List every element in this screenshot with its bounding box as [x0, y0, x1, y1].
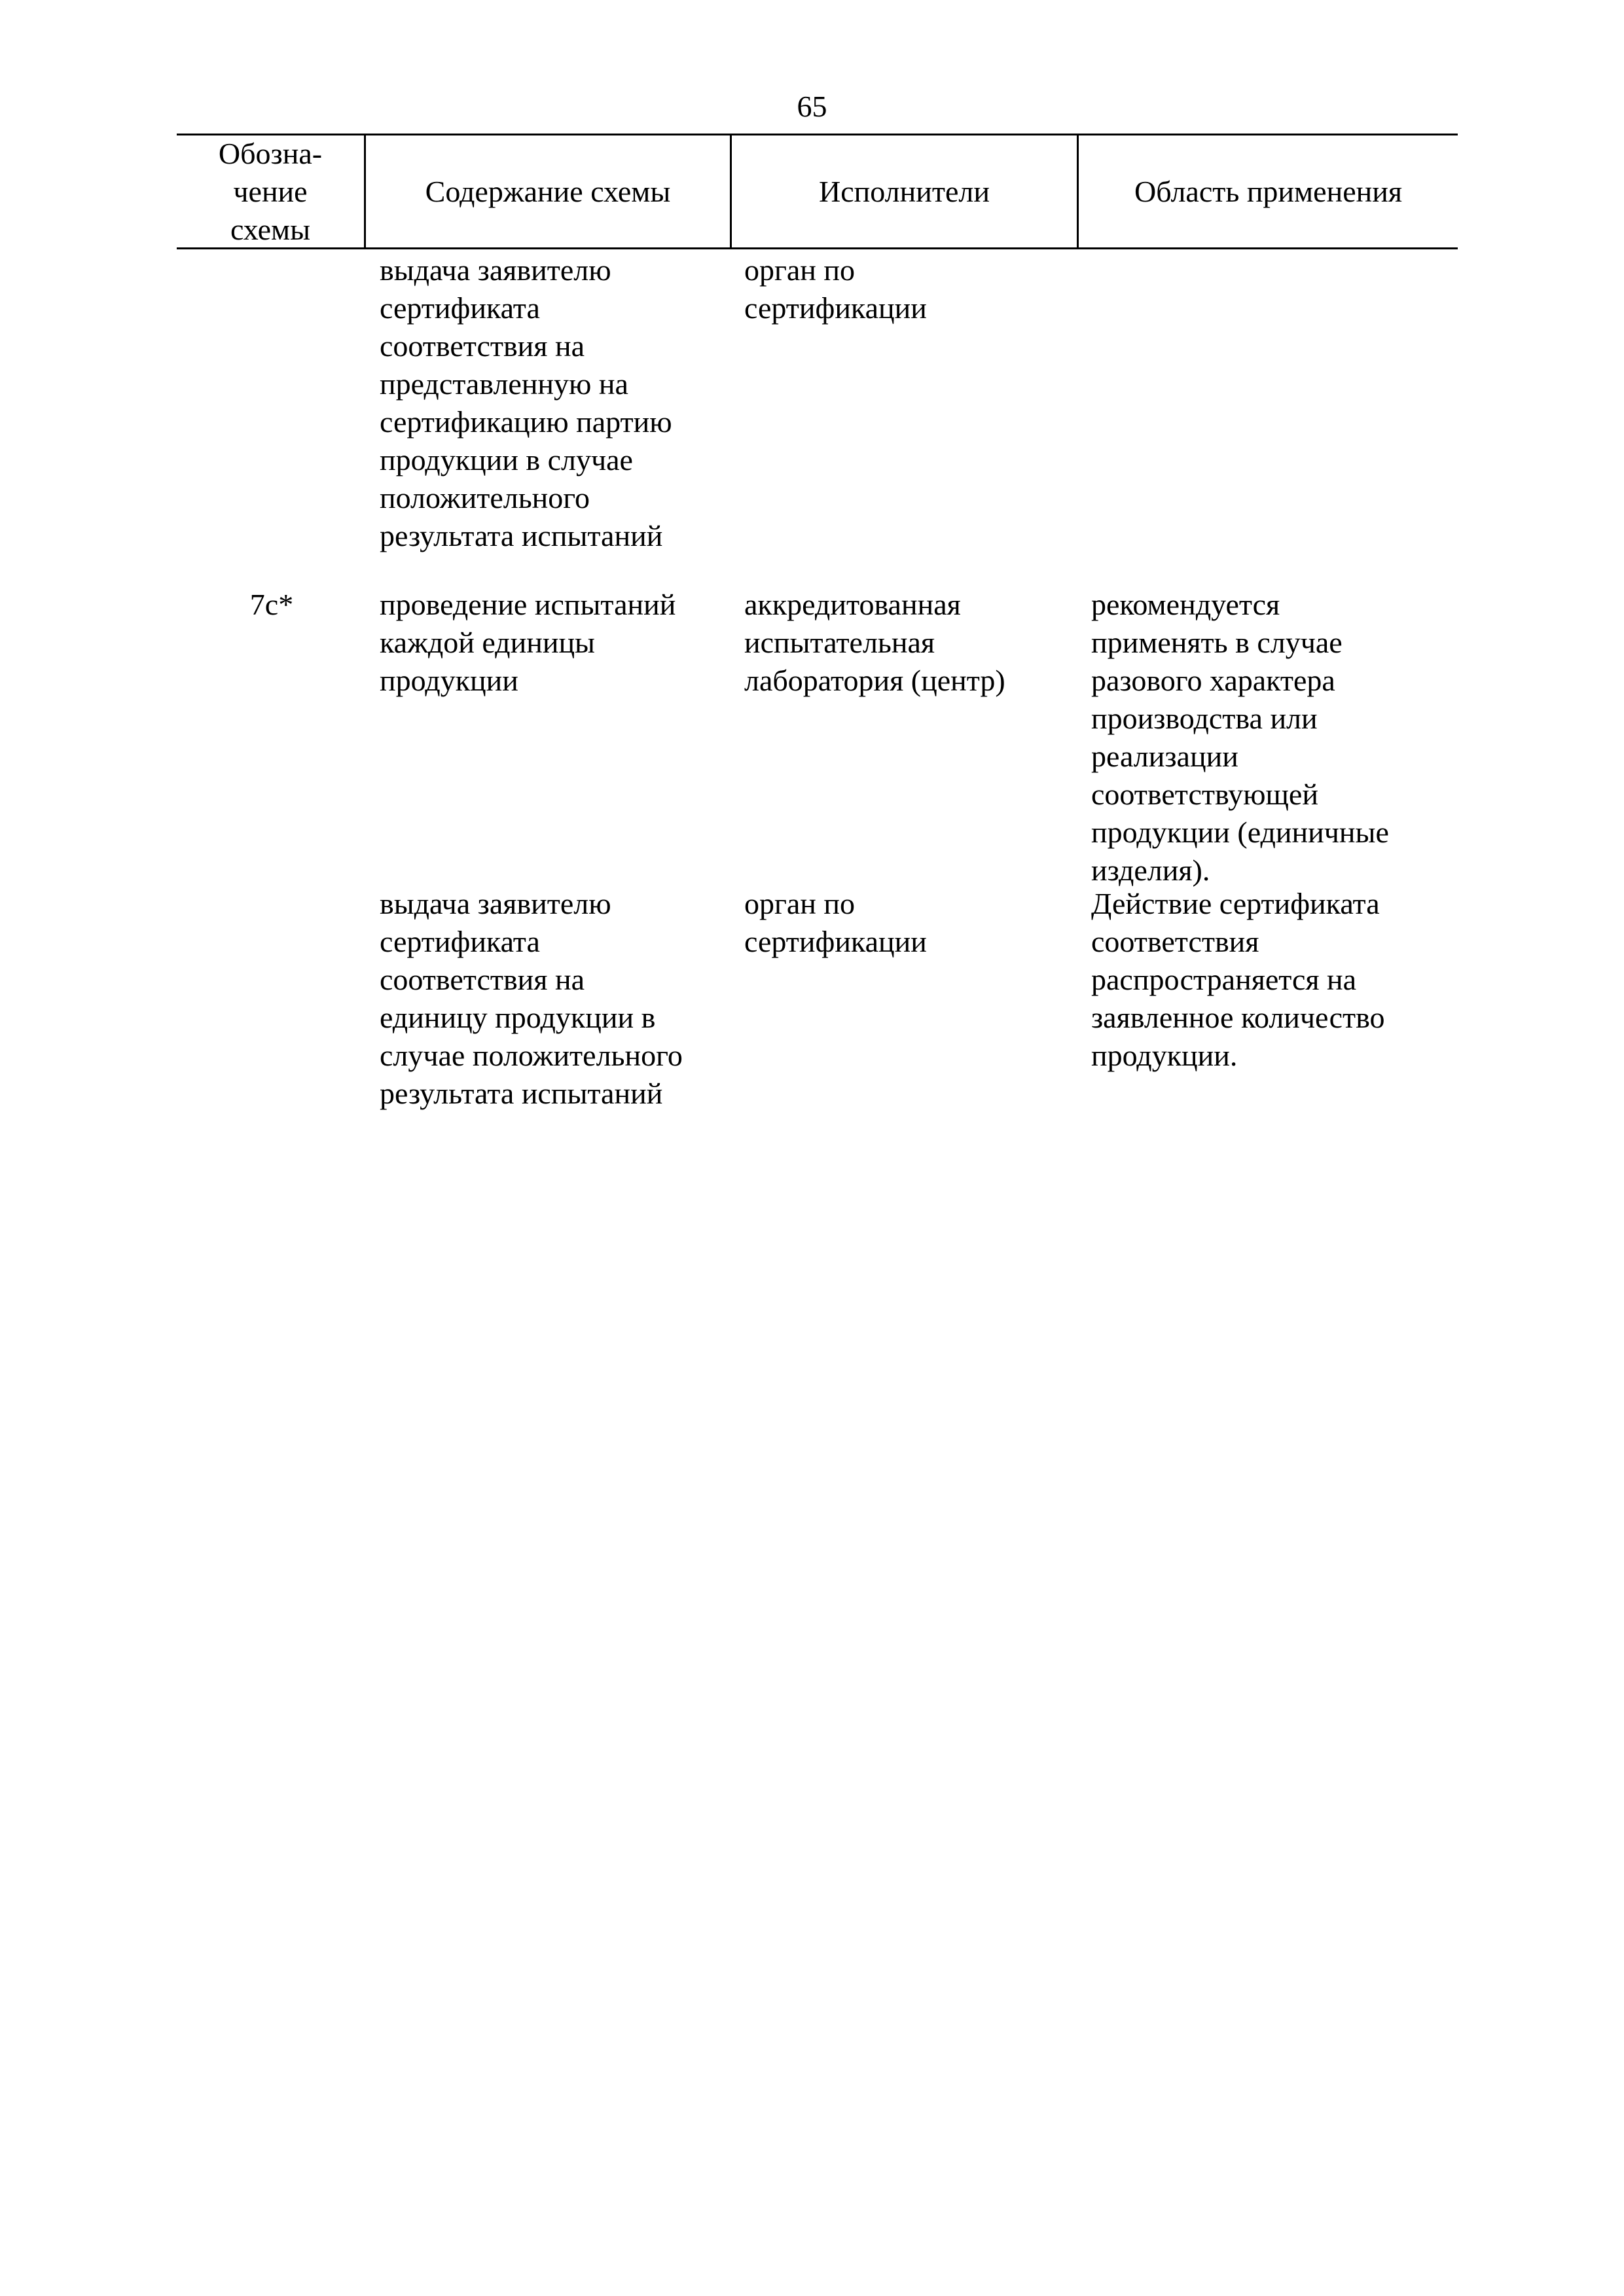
header-executors: Исполнители: [819, 174, 990, 208]
row2-content: проведение испытаний каждой единицы продукции: [380, 588, 676, 697]
row2-scope: рекомендуется применять в случае разового характера производства или реализации соответствующей продукции (единичные изделия).: [1091, 588, 1389, 887]
row3-scope: Действие сертификата соответствия распространяется на заявленное количество продукции.: [1091, 887, 1385, 1072]
row1-executors: орган по сертификации: [744, 253, 927, 325]
row2-designation: 7с*: [249, 588, 294, 621]
page-number: 65: [797, 90, 827, 123]
header-designation: Обозна- чение схемы: [218, 136, 323, 246]
row2-executors: аккредитованная испытательная лаборатория (центр): [744, 588, 1005, 697]
header-scope: Область применения: [1134, 174, 1403, 208]
table-header-bottom-border: [177, 247, 1458, 249]
row3-executors: орган по сертификации: [744, 887, 927, 958]
row1-content: выдача заявителю сертификата соответствия на представленную на сертификацию партию продукции в случае положительного результата испытаний: [380, 253, 672, 552]
header-content: Содержание схемы: [425, 174, 671, 208]
row3-content: выдача заявителю сертификата соответствия на единицу продукции в случае положительного результата испытаний: [380, 887, 683, 1110]
